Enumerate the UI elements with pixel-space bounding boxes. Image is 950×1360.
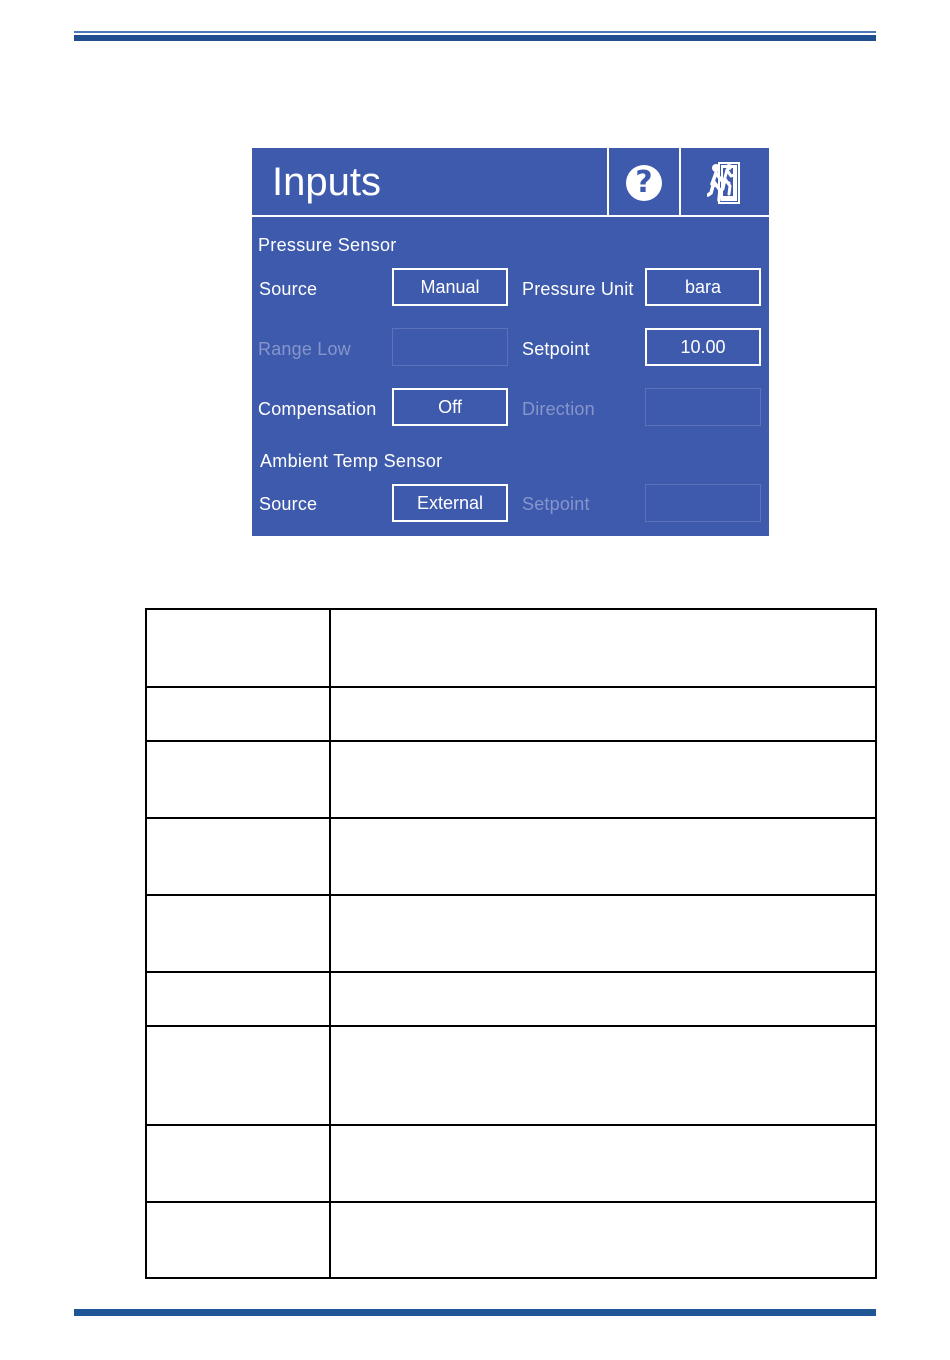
table-cell <box>146 1125 330 1202</box>
table-cell <box>330 895 876 972</box>
table-cell <box>330 1202 876 1278</box>
table-row <box>146 895 876 972</box>
inputs-screen <box>252 148 769 536</box>
table-cell <box>330 1125 876 1202</box>
pressure-unit-field[interactable]: bara <box>645 268 761 306</box>
table-cell <box>146 972 330 1026</box>
table-cell <box>146 895 330 972</box>
ambient-setpoint-label: Setpoint <box>522 494 590 514</box>
table-cell <box>330 741 876 818</box>
table-cell <box>330 1026 876 1125</box>
compensation-field[interactable]: Off <box>392 388 508 426</box>
footer-rule <box>74 1309 876 1316</box>
table-cell <box>146 1026 330 1125</box>
exit-button[interactable] <box>679 148 769 217</box>
description-table <box>145 608 877 1279</box>
header-rule <box>74 35 876 41</box>
table-row <box>146 1026 876 1125</box>
table-cell <box>330 609 876 687</box>
ambient-temp-heading: Ambient Temp Sensor <box>260 451 443 471</box>
table-cell <box>146 741 330 818</box>
header-rule-thin <box>74 31 876 33</box>
ambient-source-label: Source <box>259 494 318 514</box>
table-cell <box>330 972 876 1026</box>
pressure-setpoint-field[interactable]: 10.00 <box>645 328 761 366</box>
pressure-setpoint-label: Setpoint <box>522 339 590 359</box>
table-cell <box>330 818 876 895</box>
help-button[interactable] <box>607 148 679 217</box>
pressure-sensor-heading: Pressure Sensor <box>258 235 397 255</box>
table-row <box>146 818 876 895</box>
pressure-source-label: Source <box>259 279 318 299</box>
table-row <box>146 1202 876 1278</box>
ambient-source-field[interactable]: External <box>392 484 508 522</box>
table-cell <box>330 687 876 741</box>
compensation-label: Compensation <box>258 399 377 419</box>
table-cell <box>146 818 330 895</box>
help-icon: ? <box>626 165 662 201</box>
table-row <box>146 687 876 741</box>
table-cell <box>146 1202 330 1278</box>
screen-title: Inputs <box>272 160 381 204</box>
direction-label: Direction <box>522 399 595 419</box>
table-row <box>146 741 876 818</box>
range-low-label: Range Low <box>258 339 351 359</box>
exit-icon <box>707 160 743 206</box>
table-cell <box>146 609 330 687</box>
table-row <box>146 609 876 687</box>
direction-field <box>645 388 761 426</box>
pressure-source-field[interactable]: Manual <box>392 268 508 306</box>
ambient-setpoint-field <box>645 484 761 522</box>
title-bar <box>252 148 769 217</box>
table-row <box>146 972 876 1026</box>
table-cell <box>146 687 330 741</box>
pressure-unit-label: Pressure Unit <box>522 279 634 299</box>
table-row <box>146 1125 876 1202</box>
range-low-field <box>392 328 508 366</box>
